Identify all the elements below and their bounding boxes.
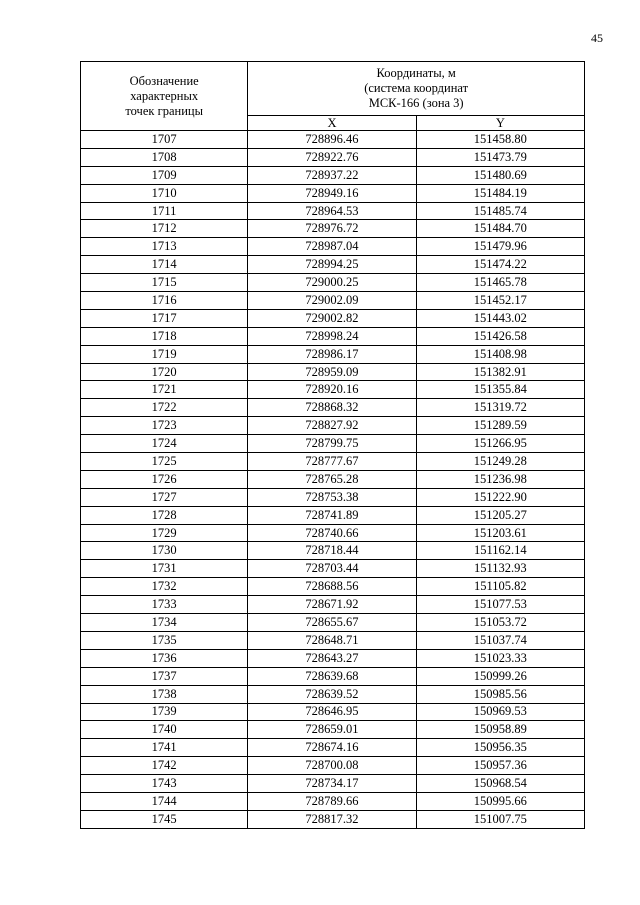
y-header: Y <box>416 115 584 130</box>
table-row <box>81 792 585 810</box>
y-coordinate-cell: 151355.84 <box>416 381 584 399</box>
table-row <box>81 381 585 399</box>
point-id-cell: 1732 <box>81 578 248 596</box>
table-row <box>81 184 585 202</box>
x-coordinate-cell: 728643.27 <box>248 649 416 667</box>
table-row <box>81 292 585 310</box>
y-coordinate-cell: 150956.35 <box>416 739 584 757</box>
point-id-cell: 1716 <box>81 292 248 310</box>
y-coordinate-cell: 151485.74 <box>416 202 584 220</box>
y-coordinate-cell: 151319.72 <box>416 399 584 417</box>
point-id-cell: 1721 <box>81 381 248 399</box>
table-row <box>81 238 585 256</box>
x-coordinate-cell: 729002.09 <box>248 292 416 310</box>
header-line: точек границы <box>125 103 203 118</box>
x-coordinate-cell: 728789.66 <box>248 792 416 810</box>
coordinates-header <box>248 62 585 116</box>
table-row <box>81 631 585 649</box>
y-coordinate-cell: 151484.70 <box>416 220 584 238</box>
x-coordinate-cell: 728741.89 <box>248 506 416 524</box>
y-coordinate-cell: 150985.56 <box>416 685 584 703</box>
y-coordinate-cell: 151162.14 <box>416 542 584 560</box>
x-coordinate-cell: 728998.24 <box>248 327 416 345</box>
y-coordinate-cell: 151458.80 <box>416 131 584 149</box>
y-coordinate-cell: 150958.89 <box>416 721 584 739</box>
table-row <box>81 667 585 685</box>
y-coordinate-cell: 150968.54 <box>416 775 584 793</box>
point-id-cell: 1707 <box>81 131 248 149</box>
y-coordinate-cell: 151007.75 <box>416 810 584 828</box>
coordinates-table <box>80 61 585 829</box>
x-coordinate-cell: 728765.28 <box>248 470 416 488</box>
table-row <box>81 488 585 506</box>
table-row <box>81 739 585 757</box>
point-id-cell: 1724 <box>81 435 248 453</box>
y-coordinate-cell: 151266.95 <box>416 435 584 453</box>
point-id-cell: 1741 <box>81 739 248 757</box>
y-coordinate-cell: 151452.17 <box>416 292 584 310</box>
point-id-cell: 1711 <box>81 202 248 220</box>
y-coordinate-cell: 151473.79 <box>416 148 584 166</box>
x-coordinate-cell: 728703.44 <box>248 560 416 578</box>
y-coordinate-cell: 151426.58 <box>416 327 584 345</box>
point-id-cell: 1728 <box>81 506 248 524</box>
table-body <box>81 131 585 829</box>
x-coordinate-cell: 728734.17 <box>248 775 416 793</box>
y-coordinate-cell: 151203.61 <box>416 524 584 542</box>
point-id-cell: 1742 <box>81 757 248 775</box>
y-coordinate-cell: 151053.72 <box>416 614 584 632</box>
y-coordinate-cell: 150995.66 <box>416 792 584 810</box>
x-coordinate-cell: 728987.04 <box>248 238 416 256</box>
x-coordinate-cell: 728994.25 <box>248 256 416 274</box>
header-line: (система координат <box>364 80 469 95</box>
y-coordinate-cell: 151443.02 <box>416 309 584 327</box>
point-id-cell: 1719 <box>81 345 248 363</box>
header-line: МСК-166 (зона 3) <box>368 95 464 110</box>
x-coordinate-cell: 728671.92 <box>248 596 416 614</box>
table-row <box>81 703 585 721</box>
point-id-cell: 1734 <box>81 614 248 632</box>
x-coordinate-cell: 728655.67 <box>248 614 416 632</box>
x-coordinate-cell: 728688.56 <box>248 578 416 596</box>
x-coordinate-cell: 728740.66 <box>248 524 416 542</box>
table-row <box>81 757 585 775</box>
x-coordinate-cell: 728700.08 <box>248 757 416 775</box>
x-coordinate-cell: 728639.52 <box>248 685 416 703</box>
table-row <box>81 685 585 703</box>
table-row <box>81 470 585 488</box>
table-row <box>81 560 585 578</box>
table-row <box>81 256 585 274</box>
table-row <box>81 435 585 453</box>
table-row <box>81 345 585 363</box>
x-coordinate-cell: 728976.72 <box>248 220 416 238</box>
x-coordinate-cell: 728896.46 <box>248 131 416 149</box>
point-id-cell: 1708 <box>81 148 248 166</box>
x-coordinate-cell: 728639.68 <box>248 667 416 685</box>
y-coordinate-cell: 151023.33 <box>416 649 584 667</box>
table-header <box>81 62 585 131</box>
x-coordinate-cell: 728753.38 <box>248 488 416 506</box>
point-id-cell: 1737 <box>81 667 248 685</box>
point-id-cell: 1731 <box>81 560 248 578</box>
point-id-cell: 1718 <box>81 327 248 345</box>
y-coordinate-cell: 151132.93 <box>416 560 584 578</box>
table-row <box>81 453 585 471</box>
y-coordinate-cell: 151479.96 <box>416 238 584 256</box>
table-row <box>81 775 585 793</box>
header-line: Координаты, м <box>376 65 456 80</box>
table-row <box>81 274 585 292</box>
table-row <box>81 131 585 149</box>
y-coordinate-cell: 151205.27 <box>416 506 584 524</box>
table-row <box>81 614 585 632</box>
x-coordinate-cell: 728868.32 <box>248 399 416 417</box>
x-header: X <box>248 115 416 130</box>
table-row <box>81 649 585 667</box>
table-row <box>81 363 585 381</box>
table-row <box>81 166 585 184</box>
y-coordinate-cell: 151249.28 <box>416 453 584 471</box>
x-coordinate-cell: 728646.95 <box>248 703 416 721</box>
point-id-cell: 1730 <box>81 542 248 560</box>
y-coordinate-cell: 151222.90 <box>416 488 584 506</box>
y-coordinate-cell: 150999.26 <box>416 667 584 685</box>
point-id-cell: 1739 <box>81 703 248 721</box>
table-row <box>81 399 585 417</box>
point-id-cell: 1745 <box>81 810 248 828</box>
page-number: 45 <box>591 31 603 45</box>
table-row <box>81 506 585 524</box>
point-id-cell: 1743 <box>81 775 248 793</box>
table-row <box>81 327 585 345</box>
x-coordinate-cell: 728777.67 <box>248 453 416 471</box>
x-coordinate-cell: 728964.53 <box>248 202 416 220</box>
y-coordinate-cell: 151289.59 <box>416 417 584 435</box>
point-id-cell: 1736 <box>81 649 248 667</box>
point-id-cell: 1733 <box>81 596 248 614</box>
y-coordinate-cell: 151105.82 <box>416 578 584 596</box>
point-id-cell: 1729 <box>81 524 248 542</box>
point-id-cell: 1712 <box>81 220 248 238</box>
point-id-cell: 1725 <box>81 453 248 471</box>
x-coordinate-cell: 728937.22 <box>248 166 416 184</box>
header-line: характерных <box>130 88 199 103</box>
point-id-cell: 1727 <box>81 488 248 506</box>
table-row <box>81 810 585 828</box>
table-row <box>81 578 585 596</box>
table-row <box>81 148 585 166</box>
point-id-cell: 1717 <box>81 309 248 327</box>
x-coordinate-cell: 728718.44 <box>248 542 416 560</box>
y-coordinate-cell: 151382.91 <box>416 363 584 381</box>
x-coordinate-cell: 728959.09 <box>248 363 416 381</box>
x-coordinate-cell: 728799.75 <box>248 435 416 453</box>
table-row <box>81 542 585 560</box>
y-coordinate-cell: 150969.53 <box>416 703 584 721</box>
point-id-cell: 1709 <box>81 166 248 184</box>
header-line: Обозначение <box>129 73 199 88</box>
point-id-cell: 1744 <box>81 792 248 810</box>
y-coordinate-cell: 151077.53 <box>416 596 584 614</box>
y-coordinate-cell: 151474.22 <box>416 256 584 274</box>
y-coordinate-cell: 151236.98 <box>416 470 584 488</box>
table-row <box>81 596 585 614</box>
x-coordinate-cell: 729002.82 <box>248 309 416 327</box>
point-id-cell: 1726 <box>81 470 248 488</box>
point-id-cell: 1740 <box>81 721 248 739</box>
point-designation-header <box>81 62 248 131</box>
y-coordinate-cell: 150957.36 <box>416 757 584 775</box>
x-coordinate-cell: 728922.76 <box>248 148 416 166</box>
x-coordinate-cell: 728949.16 <box>248 184 416 202</box>
point-id-cell: 1715 <box>81 274 248 292</box>
y-coordinate-cell: 151480.69 <box>416 166 584 184</box>
y-coordinate-cell: 151037.74 <box>416 631 584 649</box>
point-id-cell: 1723 <box>81 417 248 435</box>
table-row <box>81 220 585 238</box>
y-coordinate-cell: 151408.98 <box>416 345 584 363</box>
point-id-cell: 1738 <box>81 685 248 703</box>
point-id-cell: 1722 <box>81 399 248 417</box>
point-id-cell: 1714 <box>81 256 248 274</box>
y-coordinate-cell: 151484.19 <box>416 184 584 202</box>
point-id-cell: 1713 <box>81 238 248 256</box>
x-coordinate-cell: 728986.17 <box>248 345 416 363</box>
table-row <box>81 309 585 327</box>
x-coordinate-cell: 728817.32 <box>248 810 416 828</box>
point-id-cell: 1735 <box>81 631 248 649</box>
x-coordinate-cell: 728827.92 <box>248 417 416 435</box>
x-coordinate-cell: 728674.16 <box>248 739 416 757</box>
x-coordinate-cell: 728659.01 <box>248 721 416 739</box>
point-id-cell: 1720 <box>81 363 248 381</box>
y-coordinate-cell: 151465.78 <box>416 274 584 292</box>
point-id-cell: 1710 <box>81 184 248 202</box>
table-row <box>81 721 585 739</box>
table-row <box>81 524 585 542</box>
table-row <box>81 202 585 220</box>
x-coordinate-cell: 728648.71 <box>248 631 416 649</box>
x-coordinate-cell: 729000.25 <box>248 274 416 292</box>
table-row <box>81 417 585 435</box>
x-coordinate-cell: 728920.16 <box>248 381 416 399</box>
